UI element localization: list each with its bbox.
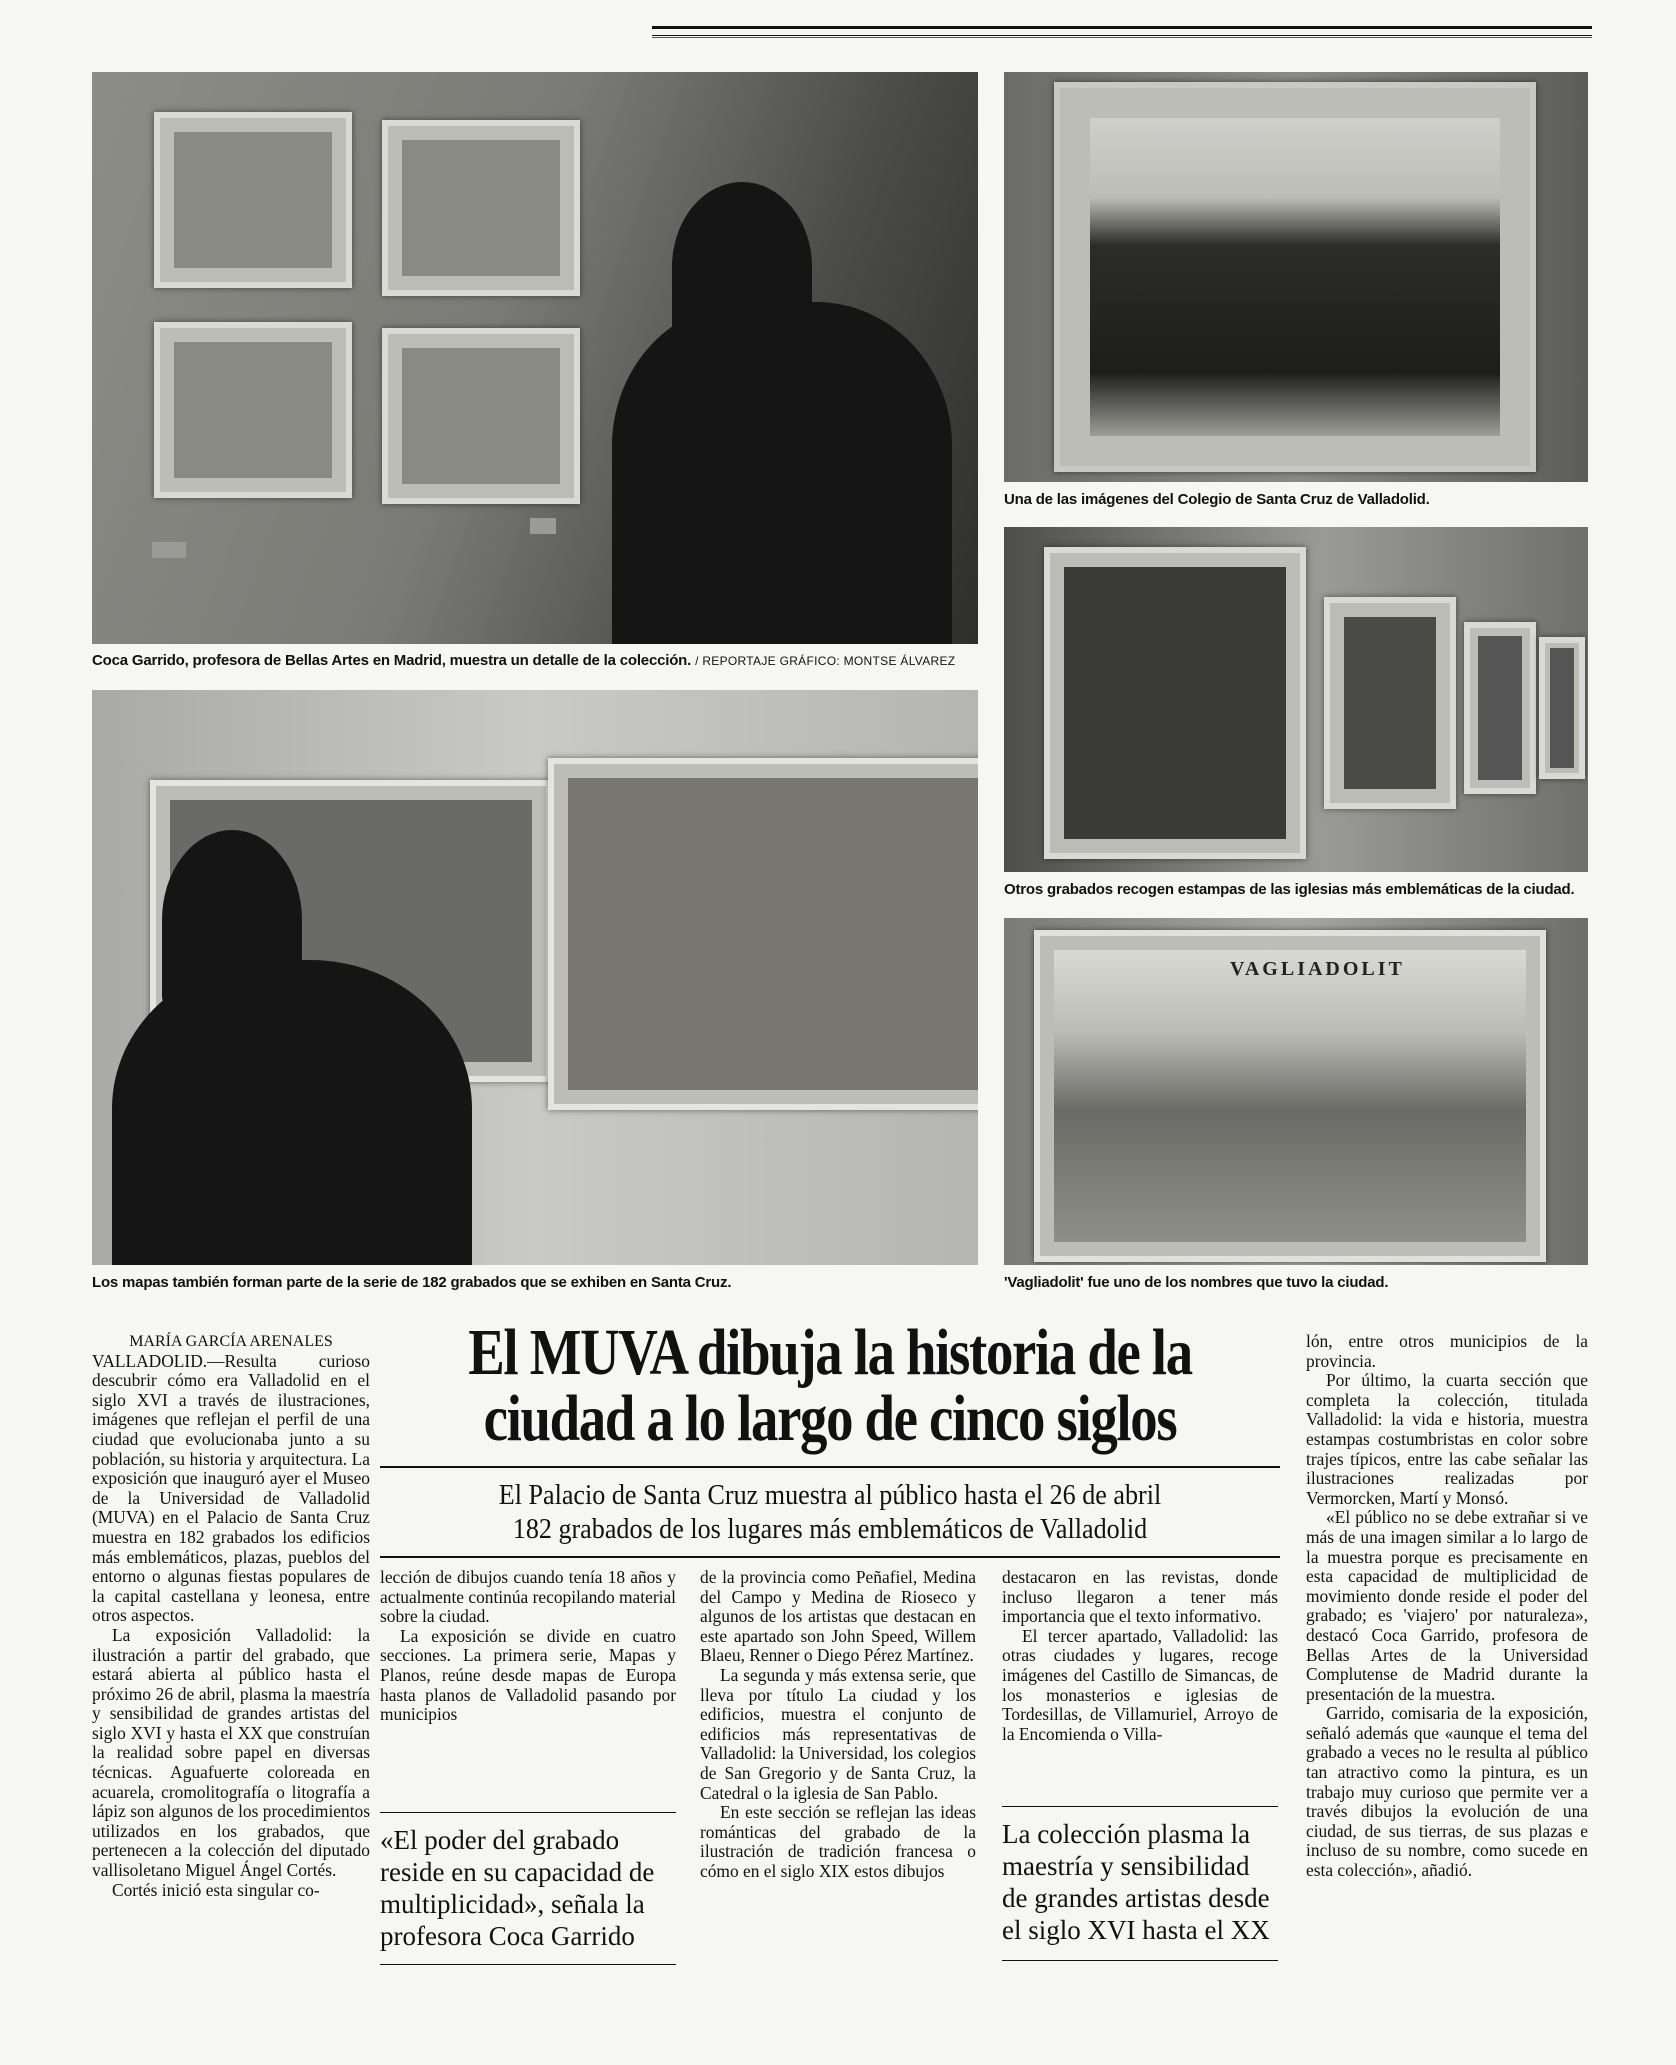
col1-p2: La exposición Valladolid: la ilustración a partir del grabado, que estará abierta al público hasta el próximo 26 de abril, plasma la maestría y sensibilidad de grandes artistas del siglo XVI y hasta el XX que construían la realidad sobre papel en diversas técnicas. Aguafuerte coloreada en acuarela, cromolitografía o litografía a lápiz son algunos de los procedimientos utilizados en los grabados, que pertenecen a la colección del diputado vallisoletano Miguel Ángel Cortés. xyxy=(92,1624,370,1881)
photo-vagliadolit xyxy=(1004,918,1588,1265)
col5-p3: «El público no se debe extrañar si ve más de una imagen similar a lo largo de la muestra porque es precisamente en esta capacidad de multiplicidad de movimiento donde reside el poder del grabado; es 'viajero' por naturaleza», destacó Coca Garrido, profesora de Bellas Artes de la Universidad Complutense de Madrid durante la presentación de la muestra. xyxy=(1306,1507,1588,1704)
col1-p3: Cortés inició esta singular co- xyxy=(112,1879,320,1900)
photo-coca-garrido xyxy=(92,72,978,644)
caption-main-text: Coca Garrido, profesora de Bellas Artes en Madrid, muestra un detalle de la colección. xyxy=(92,652,692,669)
col3-p3: En este sección se reflejan las ideas románticas del grabado de la ilustración de tradición francesa o cómo en el siglo XIX estos dibujos xyxy=(700,1802,976,1881)
caption-mapas: Los mapas también forman parte de la serie de 182 grabados que se exhiben en Santa Cruz. xyxy=(92,1274,732,1291)
col4-p2: El tercer apartado, Valladolid: las otras ciudades y lugares, recoge imágenes del Castillo de Simancas, de los monasterios e iglesias de Tordesillas, de Villamuriel, Arroyo de la Encomienda o Villa- xyxy=(1002,1625,1278,1744)
pullquote-1-rule-bottom xyxy=(380,1964,676,1965)
byline: MARÍA GARCÍA ARENALES xyxy=(129,1333,333,1350)
subhead xyxy=(425,1478,1235,1546)
photo-santa-cruz xyxy=(1004,72,1588,482)
col2-p2: La exposición se divide en cuatro secciones. La primera serie, Mapas y Planos, reúne desde mapas de Europa hasta planos de Valladolid pasando por municipios xyxy=(380,1625,676,1725)
column-4 xyxy=(1002,1568,1278,1744)
pullquote-1-rule-top xyxy=(380,1812,676,1813)
headline: El MUVA dibuja la historia de la ciudad a lo largo de cinco siglos xyxy=(468,1316,1192,1455)
col3-p2: La segunda y más extensa serie, que lleva por título La ciudad y los edificios, muestra el conjunto de edificios más representativas de Valladolid: la Universidad, los colegios de San Gregorio y de Santa Cruz, la Catedral o la iglesia de San Pablo. xyxy=(700,1664,976,1803)
col4-p1: destacaron en las revistas, donde incluso llegaron a tener más importancia que el texto informativo. xyxy=(1002,1567,1278,1627)
headline-rule xyxy=(380,1466,1280,1468)
pullquote-2-rule-bottom xyxy=(1002,1960,1278,1961)
photo-iglesias xyxy=(1004,527,1588,872)
caption-iglesias: Otros grabados recogen estampas de las iglesias más emblemáticas de la ciudad. xyxy=(1004,881,1575,898)
photo-mapas xyxy=(92,690,978,1265)
subhead-rule xyxy=(380,1556,1280,1558)
col5-p2: Por último, la cuarta sección que completa la colección, titulada Valladolid: la vida e historia, muestra estampas costumbristas en color sobre trajes típicos, entre las cabe señalar las ilustraciones realizadas por Vermorcken, Martí y Monsó. xyxy=(1306,1370,1588,1508)
column-1 xyxy=(92,1332,370,1900)
subhead-line-2: 182 grabados de los lugares más emblemáticos de Valladolid xyxy=(512,1513,1148,1545)
col5-p4: Garrido, comisaria de la exposición, señaló además que «aunque el tema del grabado a veces no le resulta al público tan atractivo como la pintura, es un trabajo muy curioso que permite ver a través dibujos la evolución de una ciudad, de sus tierras, de sus plazas e incluso de su nombre, como sucede en esta colección», añadió. xyxy=(1306,1703,1588,1881)
subhead-line-1: El Palacio de Santa Cruz muestra al público hasta el 26 de abril xyxy=(498,1479,1162,1511)
engraving-title: VAGLIADOLIT xyxy=(1230,958,1405,980)
column-5 xyxy=(1306,1332,1588,1881)
col5-p1: lón, entre otros municipios de la provincia. xyxy=(1306,1331,1588,1371)
caption-main xyxy=(92,652,955,669)
pullquote-1: «El poder del grabado reside en su capacidad de multiplicidad», señala la profesora Coca Garrido xyxy=(380,1825,655,1951)
caption-santa-cruz: Una de las imágenes del Colegio de Santa Cruz de Valladolid. xyxy=(1004,491,1430,508)
col3-p1: de la provincia como Peñafiel, Medina del Campo y Medina de Rioseco y algunos de los artistas que destacan en este apartado son John Speed, Willem Blaeu, Renner o Diego Pérez Martínez. xyxy=(700,1567,976,1666)
caption-vagliadolit: 'Vagliadolit' fue uno de los nombres que tuvo la ciudad. xyxy=(1004,1274,1389,1291)
top-rule xyxy=(652,26,1592,36)
top-rule-thin xyxy=(652,37,1592,38)
col2-p1: lección de dibujos cuando tenía 18 años y actualmente continúa recopilando material sobre la ciudad. xyxy=(380,1567,676,1627)
column-2 xyxy=(380,1568,676,1725)
pullquote-2: La colección plasma la maestría y sensibilidad de grandes artistas desde el siglo XVI hasta el XX xyxy=(1002,1819,1270,1945)
column-3 xyxy=(700,1568,976,1882)
photo-credit: / REPORTAJE GRÁFICO: MONTSE ÁLVAREZ xyxy=(695,654,956,668)
pullquote-2-rule-top xyxy=(1002,1806,1278,1807)
col1-p1: VALLADOLID.—Resulta curioso descubrir cómo era Valladolid en el siglo XVI a través de ilustraciones, imágenes que reflejan el perfil de una ciudad que evolucionaba junto a su población, su historia y arquitectura. La exposición que inauguró ayer el Museo de la Universidad de Valladolid (MUVA) en el Palacio de Santa Cruz muestra en 182 grabados los edificios más emblemáticos, plazas, pueblos del entorno o algunas fiestas populares de la capital castellana y leonesa, entre otros aspectos. xyxy=(92,1350,370,1626)
